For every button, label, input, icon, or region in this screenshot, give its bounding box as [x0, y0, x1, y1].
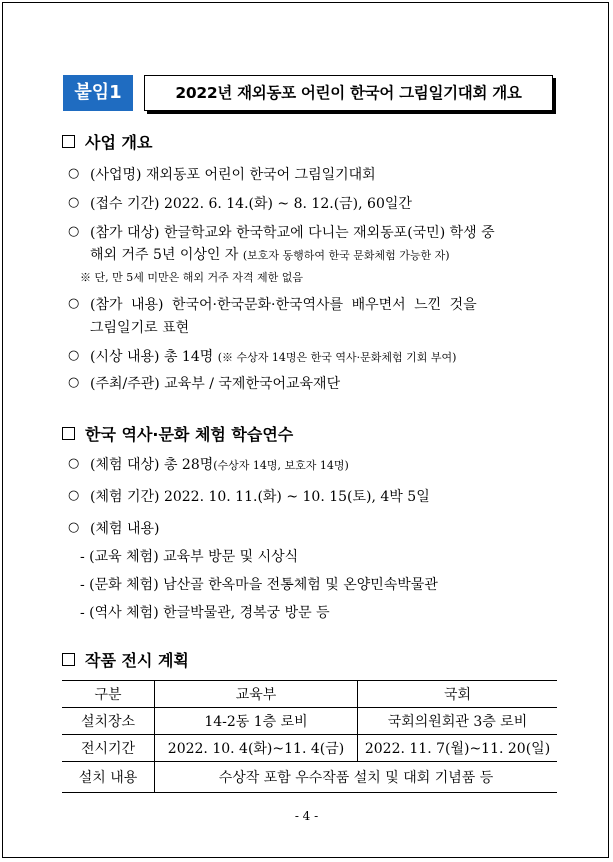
attachment-badge: 붙임1 — [63, 75, 133, 111]
item-text: 한글학교와 한국학교에 다니는 재외동포(국민) 학생 중 — [163, 225, 495, 241]
footnote: ※ 단, 만 5세 미만은 해외 거주 자격 제한 없음 — [80, 271, 303, 284]
table-header-row — [62, 681, 557, 708]
table-cell: 2022. 10. 4(화)~11. 4(금) — [155, 735, 358, 762]
list-item — [90, 222, 495, 242]
item-label: (참가 내용) — [90, 297, 164, 313]
page-title: 2022년 재외동포 어린이 한국어 그림일기대회 개요 — [144, 75, 553, 111]
item-text: 한국어·한국문화·한국역사를 배우면서 느낀 것을 — [171, 297, 477, 313]
table-header-cell: 국회 — [358, 681, 558, 708]
table-cell: 전시기간 — [62, 735, 155, 762]
item-text: 2022. 10. 11.(화) ~ 10. 15(토), 4박 5일 — [163, 489, 430, 505]
item-note: (보호자 동행하여 한국 문화체험 가능한 자) — [242, 249, 450, 262]
section-heading-exhibition — [62, 648, 189, 671]
item-note: (※ 수상자 14명은 한국 역사·문화체험 기회 부여) — [217, 351, 457, 364]
exhibition-table — [62, 680, 557, 793]
table-header-cell: 구분 — [62, 681, 155, 708]
item-text: 해외 거주 5년 이상인 자 — [90, 247, 239, 263]
section-title: 사업 개요 — [85, 133, 153, 152]
checkbox-square-icon — [62, 135, 75, 148]
item-text: 재외동포 어린이 한국어 그림일기대회 — [145, 167, 376, 183]
item-label: (체험 대상) — [90, 457, 160, 473]
table-row — [62, 735, 557, 762]
section-heading-overview — [62, 130, 152, 153]
item-text: 교육부 / 국제한국어교육재단 — [164, 376, 341, 392]
list-item-continuation: 그림일기로 표현 — [90, 320, 190, 336]
list-item — [90, 346, 456, 366]
bullet-icon: ○ — [68, 488, 80, 503]
item-label: (접수 기간) — [90, 196, 160, 212]
bullet-icon: ○ — [68, 348, 80, 363]
item-label: (체험 기간) — [90, 489, 160, 505]
item-text: 2022. 6. 14.(화) ~ 8. 12.(금), 60일간 — [163, 196, 412, 212]
checkbox-square-icon — [62, 653, 75, 666]
table-header-cell: 교육부 — [155, 681, 358, 708]
sub-item: - (교육 체험) 교육부 방문 및 시상식 — [80, 549, 299, 565]
sub-item: - (문화 체험) 남산골 한옥마을 전통체험 및 온양민속박물관 — [80, 577, 438, 593]
list-item-continuation — [90, 244, 450, 264]
section-heading-experience — [62, 422, 293, 445]
sub-item: - (역사 체험) 한글박물관, 경복궁 방문 등 — [80, 605, 330, 621]
table-row — [62, 708, 557, 735]
item-text: 총 28명 — [163, 457, 214, 473]
table-cell: 2022. 11. 7(월)~11. 20(일) — [358, 735, 558, 762]
checkbox-square-icon — [62, 427, 75, 440]
table-cell: 14-2동 1층 로비 — [155, 708, 358, 735]
bullet-icon: ○ — [68, 375, 80, 390]
bullet-icon: ○ — [68, 456, 80, 471]
table-cell: 국회의원회관 3층 로비 — [358, 708, 558, 735]
page-number: - 4 - — [294, 809, 319, 823]
item-text: 총 14명 — [163, 349, 214, 365]
bullet-icon: ○ — [68, 520, 80, 535]
table-cell: 설치 내용 — [62, 762, 155, 793]
table-cell: 수상작 포함 우수작품 설치 및 대회 기념품 등 — [155, 762, 558, 793]
list-item — [90, 454, 349, 474]
list-item — [90, 294, 477, 314]
table-cell: 설치장소 — [62, 708, 155, 735]
list-item — [90, 193, 412, 213]
table-row — [62, 762, 557, 793]
item-note: (수상자 14명, 보호자 14명) — [213, 459, 349, 472]
item-label: (시상 내용) — [90, 349, 160, 365]
list-item — [90, 164, 376, 184]
bullet-icon: ○ — [68, 166, 80, 181]
list-item — [90, 486, 430, 506]
section-title: 작품 전시 계획 — [85, 651, 189, 670]
list-item — [90, 373, 340, 393]
item-label: (참가 대상) — [90, 225, 160, 241]
section-title: 한국 역사·문화 체험 학습연수 — [85, 425, 294, 444]
item-label: (사업명) — [90, 167, 142, 183]
list-item: (체험 내용) — [90, 521, 160, 537]
bullet-icon: ○ — [68, 296, 80, 311]
bullet-icon: ○ — [68, 224, 80, 239]
bullet-icon: ○ — [68, 195, 80, 210]
item-label: (주최/주관) — [90, 376, 160, 392]
